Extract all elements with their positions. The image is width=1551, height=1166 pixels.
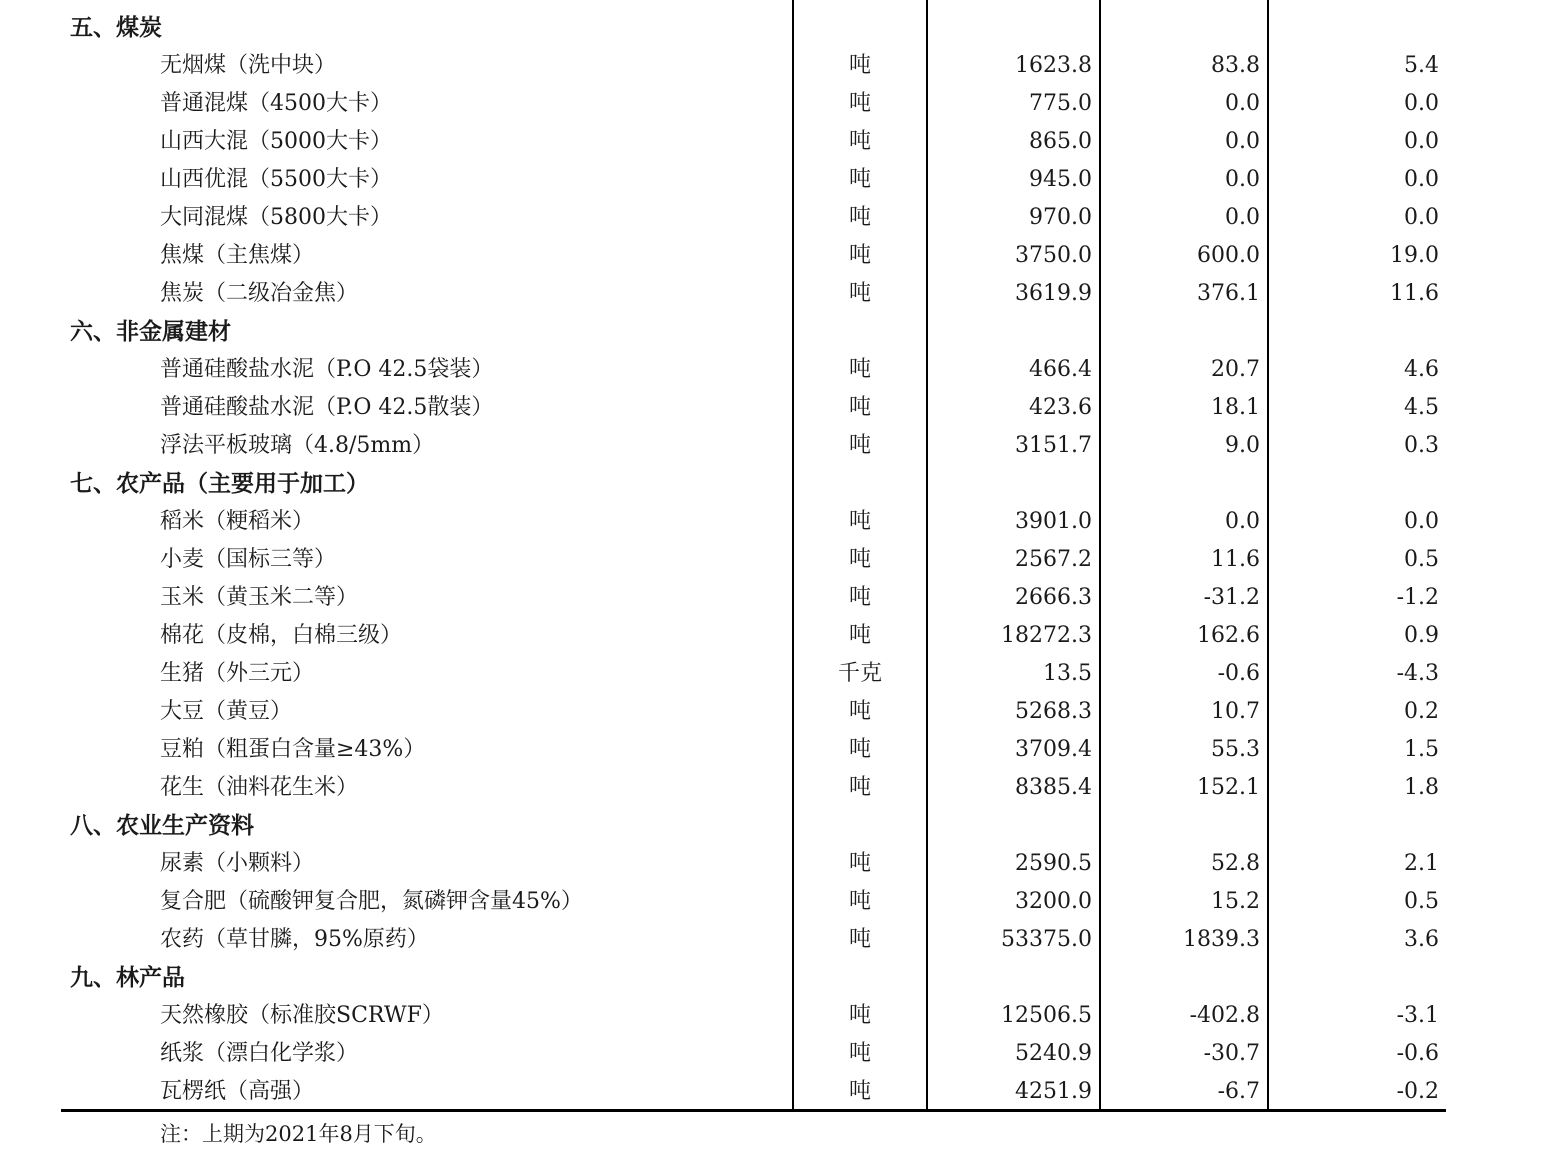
price-cell: 2590.5 (1015, 851, 1092, 876)
item-name: 复合肥（硫酸钾复合肥，氮磷钾含量45%） (160, 889, 583, 914)
category-label: 五、煤炭 (70, 14, 162, 41)
table-row (0, 85, 1551, 123)
table-row (0, 199, 1551, 237)
unit-cell: 吨 (848, 205, 871, 230)
price-cell: 8385.4 (1015, 775, 1092, 800)
price-cell: 3619.9 (1015, 281, 1092, 306)
category-row (0, 959, 1551, 997)
unit-cell: 吨 (848, 1003, 871, 1028)
price-cell: 3750.0 (1015, 243, 1092, 268)
item-name: 豆粕（粗蛋白含量≥43%） (160, 737, 426, 762)
change-cell: 0.0 (1225, 91, 1260, 116)
percent-change-cell: -4.3 (1396, 661, 1439, 686)
item-name: 天然橡胶（标准胶SCRWF） (160, 1003, 444, 1028)
category-row (0, 313, 1551, 351)
percent-change-cell: 4.5 (1404, 395, 1439, 420)
percent-change-cell: 0.5 (1404, 547, 1439, 572)
price-cell: 3901.0 (1015, 509, 1092, 534)
change-cell: 18.1 (1211, 395, 1260, 420)
table-row (0, 161, 1551, 199)
item-name: 山西优混（5500大卡） (160, 167, 392, 192)
unit-cell: 吨 (848, 737, 871, 762)
category-label: 六、非金属建材 (70, 318, 231, 345)
price-cell: 12506.5 (1001, 1003, 1092, 1028)
percent-change-cell: 0.0 (1404, 167, 1439, 192)
change-cell: 376.1 (1197, 281, 1260, 306)
change-cell: 11.6 (1211, 547, 1260, 572)
category-row (0, 465, 1551, 503)
change-cell: 152.1 (1197, 775, 1260, 800)
item-name: 无烟煤（洗中块） (160, 53, 337, 78)
change-cell: -0.6 (1217, 661, 1260, 686)
unit-cell: 吨 (848, 129, 871, 154)
change-cell: -30.7 (1203, 1041, 1260, 1066)
table-row (0, 693, 1551, 731)
table-row (0, 883, 1551, 921)
unit-cell: 吨 (848, 585, 871, 610)
table-row (0, 503, 1551, 541)
table-row (0, 427, 1551, 465)
unit-cell: 吨 (848, 927, 871, 952)
percent-change-cell: -3.1 (1396, 1003, 1439, 1028)
item-name: 花生（油料花生米） (160, 775, 359, 800)
price-cell: 4251.9 (1015, 1079, 1092, 1104)
change-cell: 9.0 (1225, 433, 1260, 458)
unit-cell: 吨 (848, 699, 871, 724)
item-name: 普通硅酸盐水泥（P.O 42.5袋装） (160, 357, 494, 382)
item-name: 焦煤（主焦煤） (160, 243, 315, 268)
item-name: 尿素（小颗料） (160, 851, 315, 876)
change-cell: 20.7 (1211, 357, 1260, 382)
table-row (0, 123, 1551, 161)
change-cell: 0.0 (1225, 509, 1260, 534)
category-row (0, 9, 1551, 47)
table-row (0, 579, 1551, 617)
price-cell: 3709.4 (1015, 737, 1092, 762)
change-cell: 52.8 (1211, 851, 1260, 876)
price-cell: 2666.3 (1015, 585, 1092, 610)
table-footnote: 注：上期为2021年8月下旬。 (160, 1122, 437, 1146)
change-cell: -31.2 (1203, 585, 1260, 610)
item-name: 普通混煤（4500大卡） (160, 91, 392, 116)
unit-cell: 吨 (848, 547, 871, 572)
percent-change-cell: 0.2 (1404, 699, 1439, 724)
unit-cell: 吨 (848, 1079, 871, 1104)
table-row (0, 921, 1551, 959)
price-cell: 3151.7 (1015, 433, 1092, 458)
item-name: 浮法平板玻璃（4.8/5mm） (160, 433, 435, 458)
table-row (0, 541, 1551, 579)
change-cell: 83.8 (1211, 53, 1260, 78)
unit-cell: 吨 (848, 395, 871, 420)
item-name: 瓦楞纸（高强） (160, 1079, 315, 1104)
unit-cell: 吨 (848, 889, 871, 914)
unit-cell: 千克 (837, 661, 882, 686)
price-cell: 53375.0 (1001, 927, 1092, 952)
percent-change-cell: 19.0 (1390, 243, 1439, 268)
change-cell: 0.0 (1225, 205, 1260, 230)
item-name: 农药（草甘膦，95%原药） (160, 927, 429, 952)
price-cell: 865.0 (1029, 129, 1092, 154)
unit-cell: 吨 (848, 1041, 871, 1066)
category-label: 七、农产品（主要用于加工） (70, 470, 369, 497)
item-name: 小麦（国标三等） (160, 547, 337, 572)
table-row (0, 351, 1551, 389)
table-row (0, 275, 1551, 313)
unit-cell: 吨 (848, 243, 871, 268)
percent-change-cell: -0.6 (1396, 1041, 1439, 1066)
unit-cell: 吨 (848, 433, 871, 458)
price-cell: 13.5 (1043, 661, 1092, 686)
table-row (0, 389, 1551, 427)
change-cell: 10.7 (1211, 699, 1260, 724)
percent-change-cell: 5.4 (1404, 53, 1439, 78)
price-cell: 5240.9 (1015, 1041, 1092, 1066)
percent-change-cell: 0.0 (1404, 91, 1439, 116)
percent-change-cell: 0.0 (1404, 509, 1439, 534)
unit-cell: 吨 (848, 281, 871, 306)
percent-change-cell: 0.0 (1404, 129, 1439, 154)
category-label: 八、农业生产资料 (70, 812, 254, 839)
price-cell: 18272.3 (1001, 623, 1092, 648)
table-row (0, 731, 1551, 769)
change-cell: -402.8 (1189, 1003, 1260, 1028)
item-name: 普通硅酸盐水泥（P.O 42.5散装） (160, 395, 494, 420)
change-cell: 0.0 (1225, 129, 1260, 154)
percent-change-cell: 3.6 (1404, 927, 1439, 952)
item-name: 生猪（外三元） (160, 661, 315, 686)
item-name: 大豆（黄豆） (160, 699, 293, 724)
percent-change-cell: 0.9 (1404, 623, 1439, 648)
item-name: 焦炭（二级冶金焦） (160, 281, 359, 306)
price-cell: 5268.3 (1015, 699, 1092, 724)
percent-change-cell: 1.5 (1404, 737, 1439, 762)
price-cell: 3200.0 (1015, 889, 1092, 914)
table-row (0, 617, 1551, 655)
price-cell: 1623.8 (1015, 53, 1092, 78)
item-name: 玉米（黄玉米二等） (160, 585, 359, 610)
unit-cell: 吨 (848, 851, 871, 876)
unit-cell: 吨 (848, 91, 871, 116)
change-cell: 1839.3 (1183, 927, 1260, 952)
unit-cell: 吨 (848, 167, 871, 192)
change-cell: 162.6 (1197, 623, 1260, 648)
table-row (0, 237, 1551, 275)
category-row (0, 807, 1551, 845)
unit-cell: 吨 (848, 623, 871, 648)
price-cell: 970.0 (1029, 205, 1092, 230)
category-label: 九、林产品 (70, 964, 185, 991)
table-row (0, 845, 1551, 883)
percent-change-cell: -1.2 (1396, 585, 1439, 610)
change-cell: 600.0 (1197, 243, 1260, 268)
price-cell: 423.6 (1029, 395, 1092, 420)
item-name: 稻米（粳稻米） (160, 509, 315, 534)
price-cell: 466.4 (1029, 357, 1092, 382)
table-row (0, 655, 1551, 693)
change-cell: 15.2 (1211, 889, 1260, 914)
table-row (0, 769, 1551, 807)
price-cell: 775.0 (1029, 91, 1092, 116)
change-cell: 55.3 (1211, 737, 1260, 762)
percent-change-cell: 0.0 (1404, 205, 1439, 230)
table-row (0, 997, 1551, 1035)
percent-change-cell: -0.2 (1396, 1079, 1439, 1104)
table-row (0, 47, 1551, 85)
item-name: 大同混煤（5800大卡） (160, 205, 392, 230)
percent-change-cell: 4.6 (1404, 357, 1439, 382)
change-cell: 0.0 (1225, 167, 1260, 192)
unit-cell: 吨 (848, 509, 871, 534)
unit-cell: 吨 (848, 775, 871, 800)
unit-cell: 吨 (848, 357, 871, 382)
percent-change-cell: 11.6 (1390, 281, 1439, 306)
table-row (0, 1035, 1551, 1073)
change-cell: -6.7 (1217, 1079, 1260, 1104)
price-cell: 2567.2 (1015, 547, 1092, 572)
price-cell: 945.0 (1029, 167, 1092, 192)
percent-change-cell: 2.1 (1404, 851, 1439, 876)
item-name: 棉花（皮棉，白棉三级） (160, 623, 403, 648)
percent-change-cell: 0.3 (1404, 433, 1439, 458)
item-name: 纸浆（漂白化学浆） (160, 1041, 359, 1066)
percent-change-cell: 0.5 (1404, 889, 1439, 914)
percent-change-cell: 1.8 (1404, 775, 1439, 800)
item-name: 山西大混（5000大卡） (160, 129, 392, 154)
table-row (0, 1073, 1551, 1111)
unit-cell: 吨 (848, 53, 871, 78)
